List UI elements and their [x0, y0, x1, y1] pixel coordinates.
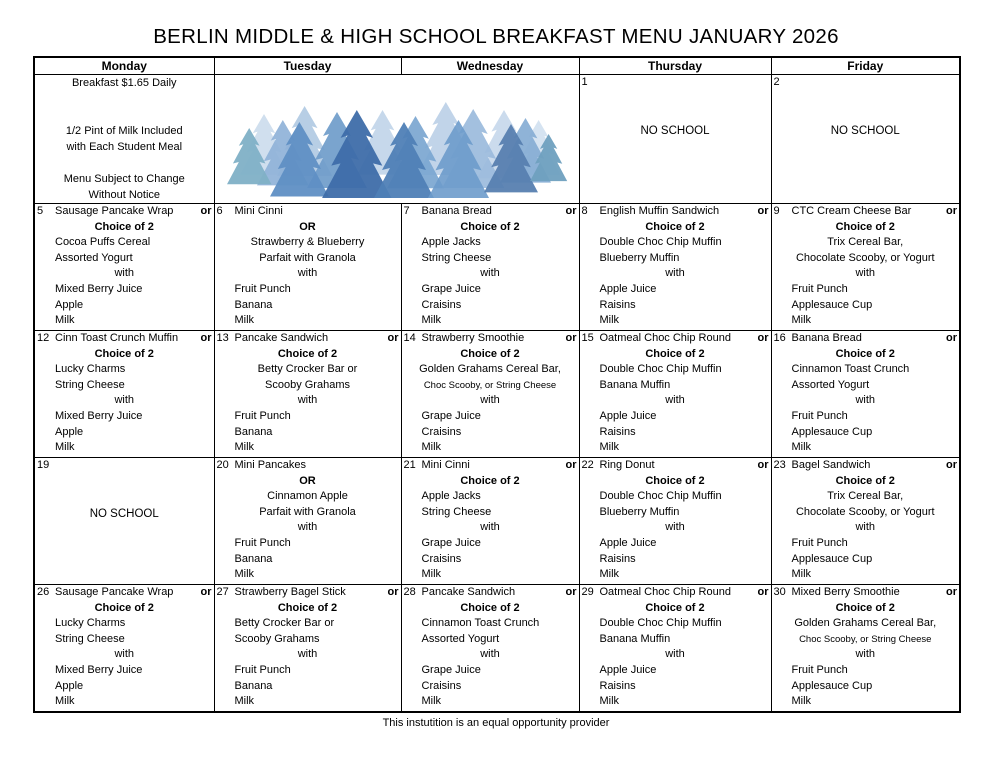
menu-line: Milk — [791, 314, 812, 327]
menu-line: Cinnamon Toast Crunch — [791, 363, 910, 376]
menu-line: Choice of 2 — [645, 220, 705, 233]
calendar-row-week1 — [34, 75, 960, 204]
menu-title: CTC Cream Cheese Bar — [791, 205, 912, 217]
menu-line: Apple Jacks — [421, 236, 481, 249]
menu-line: Cocoa Puffs Cereal — [55, 236, 151, 249]
day-cell-19 — [34, 458, 214, 585]
menu-line: Lucky Charms — [55, 617, 126, 630]
day-cell-21 — [401, 458, 579, 585]
menu-line: String Cheese — [421, 251, 492, 264]
menu-line: Grape Juice — [421, 663, 481, 676]
day-cell-26 — [34, 585, 214, 713]
day-number: 21 — [403, 459, 416, 471]
or-label: or — [387, 332, 399, 344]
or-label: or — [200, 332, 212, 344]
menu-line: Banana Muffin — [599, 632, 671, 645]
menu-title-line — [35, 458, 214, 474]
day-number: 23 — [773, 459, 786, 471]
menu-line: Apple — [55, 298, 84, 311]
or-label: or — [200, 205, 212, 217]
info-line: Breakfast $1.65 Daily — [71, 77, 177, 89]
day-number: 22 — [581, 459, 594, 471]
menu-line: Apple Juice — [599, 536, 657, 549]
menu-line: Milk — [421, 695, 442, 708]
day-number: 7 — [403, 205, 410, 217]
menu-title: Strawberry Smoothie — [421, 332, 525, 344]
menu-line: with — [297, 267, 318, 280]
menu-line: Raisins — [599, 425, 636, 438]
day-cell-7 — [401, 204, 579, 331]
menu-line: Blueberry Muffin — [599, 251, 680, 264]
menu-line: Trix Cereal Bar, — [827, 490, 904, 503]
menu-line: Choice of 2 — [94, 220, 154, 233]
day-number: 9 — [773, 205, 780, 217]
menu-line: Milk — [421, 314, 442, 327]
day-cell-15 — [579, 331, 771, 458]
menu-line: with — [665, 648, 685, 661]
menu-line: Apple — [55, 679, 84, 692]
info-line: 1/2 Pint of Milk Included — [65, 125, 183, 137]
info-line: Menu Subject to Change — [63, 173, 185, 185]
menu-title-line — [580, 585, 771, 601]
menu-line: String Cheese — [55, 378, 125, 391]
or-label: or — [757, 332, 769, 344]
menu-title: Mini Cinni — [234, 205, 283, 217]
day-number: 29 — [581, 586, 594, 598]
calendar-row-week5 — [34, 585, 960, 713]
menu-line: Choice of 2 — [835, 474, 895, 487]
menu-line: Choice of 2 — [94, 601, 154, 614]
menu-line: with — [855, 521, 876, 534]
menu-title-line — [35, 331, 214, 347]
weekday-header-wednesday: Wednesday — [401, 57, 579, 75]
menu-title-line — [772, 458, 960, 474]
day-number: 19 — [37, 459, 50, 471]
menu-title-line — [215, 204, 401, 220]
info-line — [35, 155, 214, 171]
day-number: 6 — [216, 205, 223, 217]
menu-line: Choice of 2 — [277, 601, 338, 614]
menu-title-line — [580, 458, 771, 474]
day-cell-13 — [214, 331, 401, 458]
menu-line: Fruit Punch — [234, 282, 291, 295]
or-label: or — [565, 205, 577, 217]
day-number: 13 — [216, 332, 229, 344]
no-school-label: NO SCHOOL — [640, 125, 710, 137]
menu-title: Pancake Sandwich — [234, 332, 329, 344]
menu-line: with — [114, 394, 135, 407]
menu-line: Craisins — [421, 679, 462, 692]
menu-line: String Cheese — [421, 505, 492, 518]
menu-line: Choice of 2 — [835, 347, 895, 360]
day-cell-2 — [771, 75, 960, 204]
menu-line: Apple Jacks — [421, 490, 481, 503]
day-cell-27 — [214, 585, 401, 713]
day-number: 26 — [37, 586, 50, 598]
menu-line: Cinnamon Toast Crunch — [421, 617, 540, 630]
menu-line: Double Choc Chip Muffin — [599, 236, 722, 249]
menu-line: Apple Juice — [599, 282, 657, 295]
menu-line: Choc Scooby, or String Cheese — [799, 633, 932, 645]
menu-line: Fruit Punch — [791, 536, 848, 549]
day-cell-22 — [579, 458, 771, 585]
menu-line: Milk — [599, 568, 620, 581]
menu-line: Raisins — [599, 298, 636, 311]
menu-line: Craisins — [421, 425, 462, 438]
menu-line: Choice of 2 — [835, 220, 895, 233]
menu-line: Raisins — [599, 552, 636, 565]
menu-line: Applesauce Cup — [791, 298, 873, 311]
menu-title: Banana Bread — [421, 205, 492, 217]
day-number: 16 — [773, 332, 786, 344]
menu-title-line — [215, 585, 401, 601]
day-number: 20 — [216, 459, 229, 471]
menu-line: Banana Muffin — [599, 378, 671, 391]
or-label: or — [757, 459, 769, 471]
menu-line: Trix Cereal Bar, — [827, 236, 904, 249]
menu-title: Mixed Berry Smoothie — [791, 586, 900, 598]
menu-line: Cinnamon Apple — [267, 490, 348, 503]
menu-line: Scooby Grahams — [265, 378, 350, 391]
menu-title: Cinn Toast Crunch Muffin — [55, 332, 179, 344]
menu-line: Betty Crocker Bar or — [257, 363, 358, 376]
equal-opportunity-note: This instutition is an equal opportunity provider — [382, 717, 610, 729]
day-number: 1 — [581, 76, 588, 88]
menu-line: with — [665, 394, 685, 407]
menu-line: Milk — [421, 568, 442, 581]
menu-line: Milk — [599, 695, 620, 708]
info-cell — [34, 75, 214, 204]
day-number: 27 — [216, 586, 229, 598]
menu-line: with — [480, 648, 500, 661]
info-line: with Each Student Meal — [66, 141, 183, 153]
menu-line: Choice of 2 — [277, 347, 338, 360]
menu-line: Choice of 2 — [460, 601, 520, 614]
no-school-label: NO SCHOOL — [89, 508, 159, 520]
menu-line: Choice of 2 — [460, 474, 520, 487]
menu-title-line — [580, 204, 771, 220]
menu-line: with — [665, 521, 685, 534]
menu-title-line — [402, 204, 579, 220]
menu-line: Fruit Punch — [791, 663, 848, 676]
page-title: BERLIN MIDDLE & HIGH SCHOOL BREAKFAST MENU JANUARY 2026 — [153, 25, 839, 48]
menu-line: Milk — [599, 441, 620, 454]
menu-line: Strawberry & Blueberry — [250, 236, 365, 249]
day-cell-28 — [401, 585, 579, 713]
menu-line: Banana — [234, 298, 273, 311]
menu-line: with — [855, 394, 876, 407]
menu-line: Grape Juice — [421, 536, 481, 549]
or-label: or — [565, 332, 577, 344]
menu-line: with — [855, 267, 876, 280]
menu-line: OR — [299, 220, 316, 233]
day-cell-5 — [34, 204, 214, 331]
breakfast-calendar-table — [33, 56, 961, 713]
or-label: or — [757, 586, 769, 598]
menu-line: Apple — [55, 425, 84, 438]
menu-title: Pancake Sandwich — [421, 586, 516, 598]
menu-title: Mini Cinni — [421, 459, 470, 471]
menu-line: Choc Scooby, or String Cheese — [423, 379, 557, 391]
menu-line: Fruit Punch — [791, 409, 848, 422]
or-label: or — [946, 459, 957, 471]
day-cell-9 — [771, 204, 960, 331]
menu-line: Craisins — [421, 298, 462, 311]
menu-line: with — [114, 648, 135, 661]
menu-line: with — [855, 648, 876, 661]
day-number: 5 — [37, 205, 44, 217]
menu-line: Milk — [55, 314, 75, 327]
menu-title-line — [402, 331, 579, 347]
menu-title-line — [772, 331, 960, 347]
calendar-row-week4 — [34, 458, 960, 585]
menu-line: Milk — [234, 314, 255, 327]
day-cell-23 — [771, 458, 960, 585]
menu-line: with — [480, 394, 500, 407]
or-label: or — [565, 459, 577, 471]
menu-title-line — [580, 75, 771, 91]
menu-line: Assorted Yogurt — [791, 378, 870, 391]
day-cell-12 — [34, 331, 214, 458]
menu-line: Grape Juice — [421, 409, 481, 422]
day-number: 30 — [773, 586, 786, 598]
menu-line: OR — [299, 474, 316, 487]
menu-title-line — [402, 585, 579, 601]
winter-trees-cell — [214, 75, 579, 204]
day-cell-1 — [579, 75, 771, 204]
or-label: or — [946, 586, 957, 598]
menu-line: Milk — [599, 314, 620, 327]
menu-line: String Cheese — [55, 632, 125, 645]
menu-line: with — [297, 521, 318, 534]
menu-line: Milk — [421, 441, 442, 454]
day-cell-16 — [771, 331, 960, 458]
day-cell-8 — [579, 204, 771, 331]
menu-line: Double Choc Chip Muffin — [599, 363, 722, 376]
menu-line: Applesauce Cup — [791, 552, 873, 565]
info-line — [35, 107, 214, 123]
or-label: or — [946, 332, 957, 344]
calendar-row-week2 — [34, 204, 960, 331]
menu-line: with — [480, 521, 500, 534]
day-cell-6 — [214, 204, 401, 331]
menu-line: Milk — [791, 568, 812, 581]
menu-line: Chocolate Scooby, or Yogurt — [795, 505, 935, 518]
menu-line: Banana — [234, 425, 273, 438]
or-label: or — [200, 586, 212, 598]
menu-title: Sausage Pancake Wrap — [55, 586, 174, 598]
or-label: or — [757, 205, 769, 217]
weekday-header-tuesday: Tuesday — [214, 57, 401, 75]
menu-line: Choice of 2 — [645, 474, 705, 487]
menu-line: Milk — [791, 695, 812, 708]
menu-line: Blueberry Muffin — [599, 505, 680, 518]
menu-title-line — [215, 331, 401, 347]
menu-line: Applesauce Cup — [791, 425, 873, 438]
day-number: 2 — [773, 76, 780, 88]
day-cell-14 — [401, 331, 579, 458]
menu-title: Ring Donut — [599, 459, 655, 471]
day-number: 28 — [403, 586, 416, 598]
menu-title: Sausage Pancake Wrap — [55, 205, 174, 217]
menu-title-line — [772, 585, 960, 601]
menu-line: Banana — [234, 679, 273, 692]
menu-line: Mixed Berry Juice — [55, 409, 143, 422]
menu-title: Oatmeal Choc Chip Round — [599, 586, 731, 598]
menu-title-line — [215, 458, 401, 474]
menu-title-line — [772, 75, 960, 91]
calendar-row-week3 — [34, 331, 960, 458]
menu-line: Fruit Punch — [234, 409, 291, 422]
menu-line: Assorted Yogurt — [421, 632, 500, 645]
menu-title-line — [35, 585, 214, 601]
menu-line: Choice of 2 — [645, 601, 705, 614]
menu-title-line — [35, 204, 214, 220]
menu-line: Fruit Punch — [234, 536, 291, 549]
menu-line: Assorted Yogurt — [55, 251, 133, 264]
menu-line: with — [297, 394, 318, 407]
menu-line: Lucky Charms — [55, 363, 126, 376]
menu-line: Craisins — [421, 552, 462, 565]
menu-line: Apple Juice — [599, 663, 657, 676]
menu-line: Parfait with Granola — [259, 251, 356, 264]
day-cell-29 — [579, 585, 771, 713]
menu-title-line — [772, 204, 960, 220]
menu-title-line — [402, 458, 579, 474]
menu-line: Milk — [55, 695, 75, 708]
menu-title: English Muffin Sandwich — [599, 205, 720, 217]
menu-line: Choice of 2 — [835, 601, 895, 614]
menu-line: Golden Grahams Cereal Bar, — [419, 363, 561, 376]
menu-line: Mixed Berry Juice — [55, 282, 143, 295]
or-label: or — [565, 586, 577, 598]
menu-title: Strawberry Bagel Stick — [234, 586, 346, 598]
menu-title: Oatmeal Choc Chip Round — [599, 332, 731, 344]
menu-line: Milk — [234, 441, 255, 454]
menu-line: Choice of 2 — [460, 347, 520, 360]
menu-line: Milk — [55, 441, 75, 454]
day-number: 12 — [37, 332, 50, 344]
menu-line: Grape Juice — [421, 282, 481, 295]
no-school-label: NO SCHOOL — [830, 125, 900, 137]
info-line: Without Notice — [88, 189, 161, 201]
menu-line: Choice of 2 — [645, 347, 705, 360]
menu-line: with — [114, 267, 135, 280]
menu-line: Golden Grahams Cereal Bar, — [794, 617, 937, 630]
menu-line: Choice of 2 — [94, 347, 154, 360]
menu-line: with — [297, 648, 318, 661]
menu-line: Double Choc Chip Muffin — [599, 617, 722, 630]
menu-title-line — [580, 331, 771, 347]
weekday-header-monday: Monday — [34, 57, 214, 75]
info-line — [35, 91, 214, 107]
menu-line: Mixed Berry Juice — [55, 663, 143, 676]
menu-line: Betty Crocker Bar or — [234, 617, 335, 630]
menu-line: Chocolate Scooby, or Yogurt — [795, 251, 935, 264]
weekday-header-thursday: Thursday — [579, 57, 771, 75]
day-number: 8 — [581, 205, 588, 217]
menu-line: Applesauce Cup — [791, 679, 873, 692]
day-cell-20 — [214, 458, 401, 585]
menu-title: Bagel Sandwich — [791, 459, 871, 471]
or-label: or — [387, 586, 399, 598]
menu-line: Apple Juice — [599, 409, 657, 422]
menu-line: Milk — [234, 695, 255, 708]
menu-line: Parfait with Granola — [259, 505, 356, 518]
menu-line: Banana — [234, 552, 273, 565]
day-number: 14 — [403, 332, 416, 344]
weekday-header-row — [34, 57, 960, 75]
menu-line: Double Choc Chip Muffin — [599, 490, 722, 503]
or-label: or — [946, 205, 957, 217]
menu-title: Mini Pancakes — [234, 459, 307, 471]
menu-line: with — [665, 267, 685, 280]
menu-line: Fruit Punch — [791, 282, 848, 295]
menu-line: Fruit Punch — [234, 663, 291, 676]
day-cell-30 — [771, 585, 960, 713]
day-number: 15 — [581, 332, 594, 344]
weekday-header-friday: Friday — [771, 57, 960, 75]
menu-line: Raisins — [599, 679, 636, 692]
winter-trees-illustration — [215, 75, 579, 199]
menu-line: with — [480, 267, 500, 280]
menu-line: Milk — [791, 441, 812, 454]
menu-line: Choice of 2 — [460, 220, 520, 233]
menu-line: Milk — [234, 568, 255, 581]
menu-line: Scooby Grahams — [234, 632, 320, 645]
menu-title: Banana Bread — [791, 332, 862, 344]
